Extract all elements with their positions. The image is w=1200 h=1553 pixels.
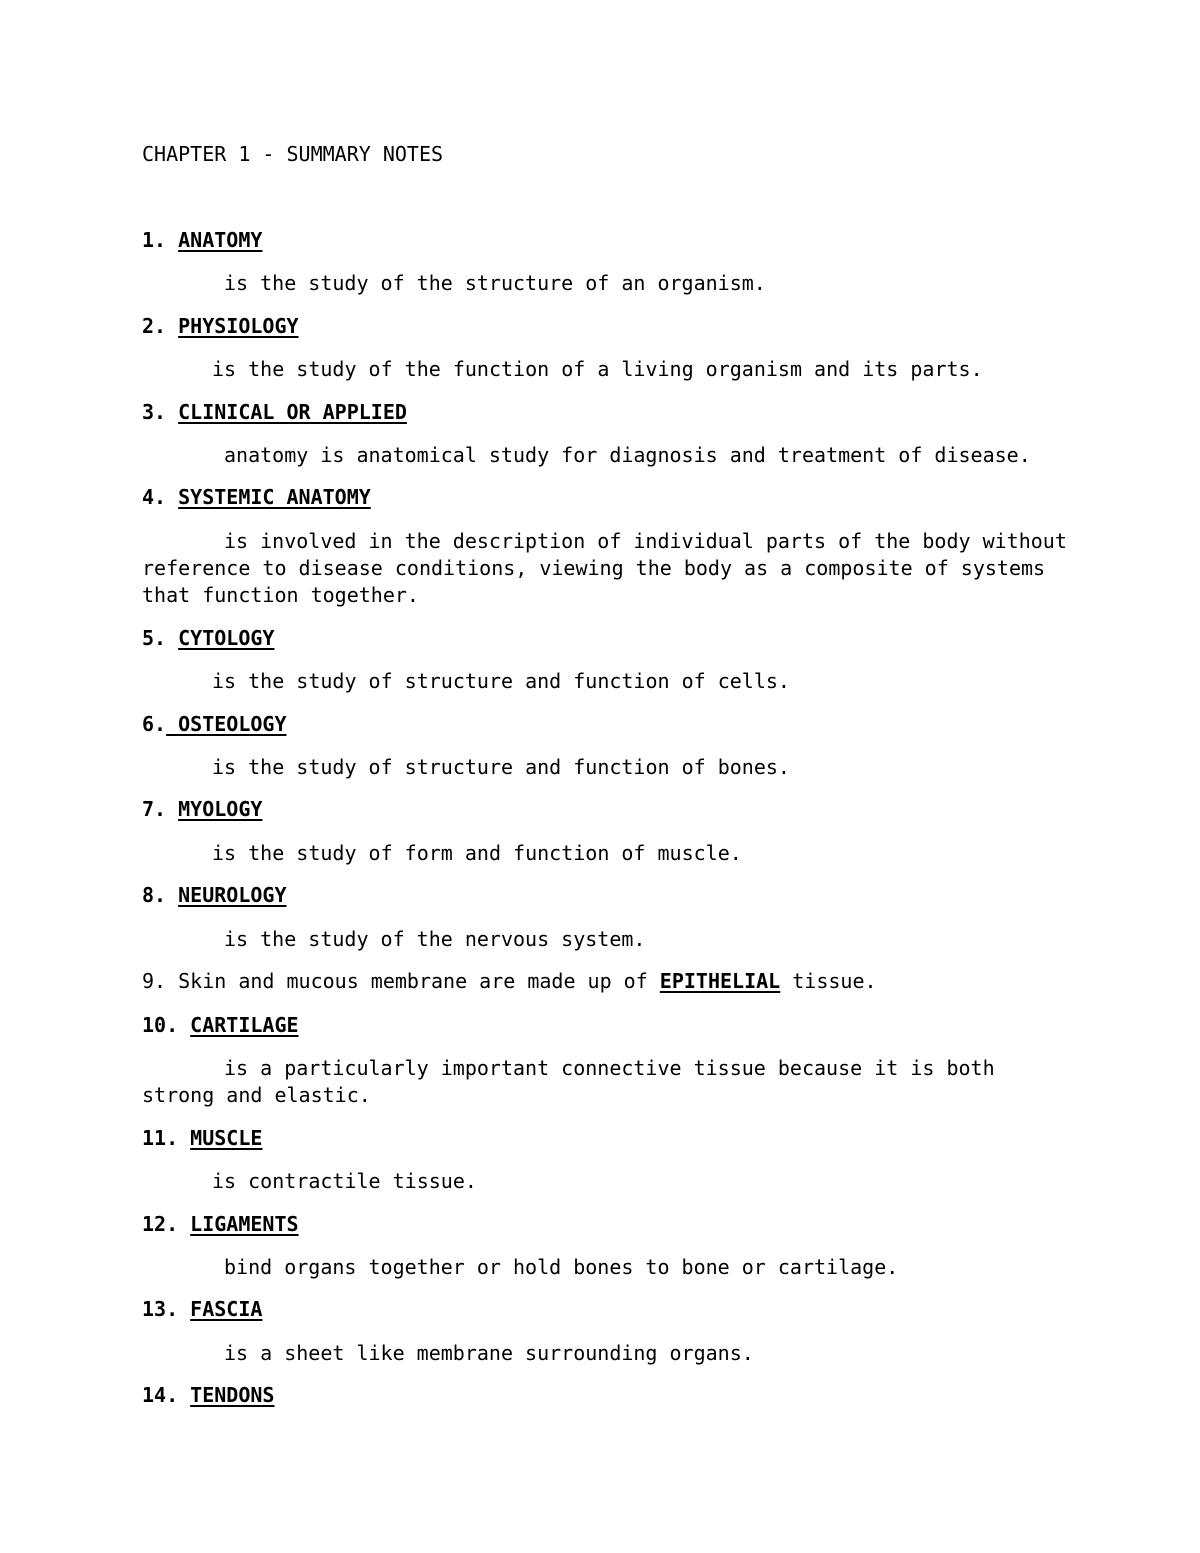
item-term: CLINICAL OR APPLIED (178, 400, 407, 424)
item-definition: is the study of the nervous system. (224, 927, 646, 951)
list-item-heading (142, 484, 371, 511)
list-item-heading (142, 1382, 274, 1409)
item-definition: anatomy is anatomical study for diagnosis and treatment of disease. (224, 443, 1031, 467)
item-definition: is the study of structure and function of cells. (212, 669, 790, 693)
list-item-heading (142, 313, 299, 340)
item-number: 2. (142, 314, 167, 338)
list-item-heading (142, 711, 287, 738)
item-term: MYOLOGY (178, 797, 263, 821)
item-definition: is the study of structure and function of bones. (212, 755, 790, 779)
list-item-heading (142, 399, 407, 426)
item-term: PHYSIOLOGY (178, 314, 299, 338)
item-number: 1. (142, 228, 167, 252)
list-item-heading (142, 796, 262, 823)
item-term: SYSTEMIC ANATOMY (178, 485, 371, 509)
item-definition: bind organs together or hold bones to bone or cartilage. (224, 1255, 899, 1279)
item-number: 7. (142, 797, 167, 821)
item-number: 9. (142, 969, 167, 993)
item-term: NEUROLOGY (178, 883, 287, 907)
list-item-heading (142, 1296, 262, 1323)
item-text-after: tissue. (792, 969, 877, 993)
item-number: 5. (142, 626, 167, 650)
item-number: 6. (142, 712, 167, 736)
item-text-before: Skin and mucous membrane are made up of (178, 969, 648, 993)
list-item-heading (142, 1012, 299, 1039)
item-definition: is a sheet like membrane surrounding organs. (224, 1341, 754, 1365)
list-item-heading (142, 882, 287, 909)
item-number: 14. (142, 1383, 179, 1407)
item-definition: is the study of the function of a living organism and its parts. (212, 357, 983, 381)
item-term: CARTILAGE (190, 1013, 299, 1037)
item-term: FASCIA (190, 1297, 263, 1321)
page-title: CHAPTER 1 - SUMMARY NOTES (142, 142, 444, 166)
item-definition: is a particularly important connective tissue because it is both strong and elastic. (142, 1056, 995, 1107)
item-number: 10. (142, 1013, 179, 1037)
item-number: 4. (142, 485, 167, 509)
item-term: TENDONS (190, 1383, 275, 1407)
list-item-heading (142, 625, 274, 652)
item-definition: is involved in the description of individual parts of the body without reference to disease conditions, viewing the body as a composite of systems that function together. (142, 529, 1067, 607)
item-definition: is the study of form and function of muscle. (212, 841, 742, 865)
item-number: 3. (142, 400, 167, 424)
list-item-sentence (142, 968, 877, 995)
item-number: 11. (142, 1126, 179, 1150)
list-item-heading (142, 1125, 262, 1152)
item-term: ANATOMY (178, 228, 263, 252)
item-term: LIGAMENTS (190, 1212, 299, 1236)
list-item-heading (142, 1211, 299, 1238)
item-term: MUSCLE (190, 1126, 263, 1150)
item-definition: is contractile tissue. (212, 1169, 477, 1193)
item-term: CYTOLOGY (178, 626, 275, 650)
item-term: EPITHELIAL (659, 969, 781, 993)
item-number: 12. (142, 1212, 179, 1236)
list-item-heading (142, 227, 262, 254)
item-definition: is the study of the structure of an organism. (224, 271, 766, 295)
item-number: 13. (142, 1297, 179, 1321)
item-term: OSTEOLOGY (166, 712, 287, 736)
item-number: 8. (142, 883, 167, 907)
